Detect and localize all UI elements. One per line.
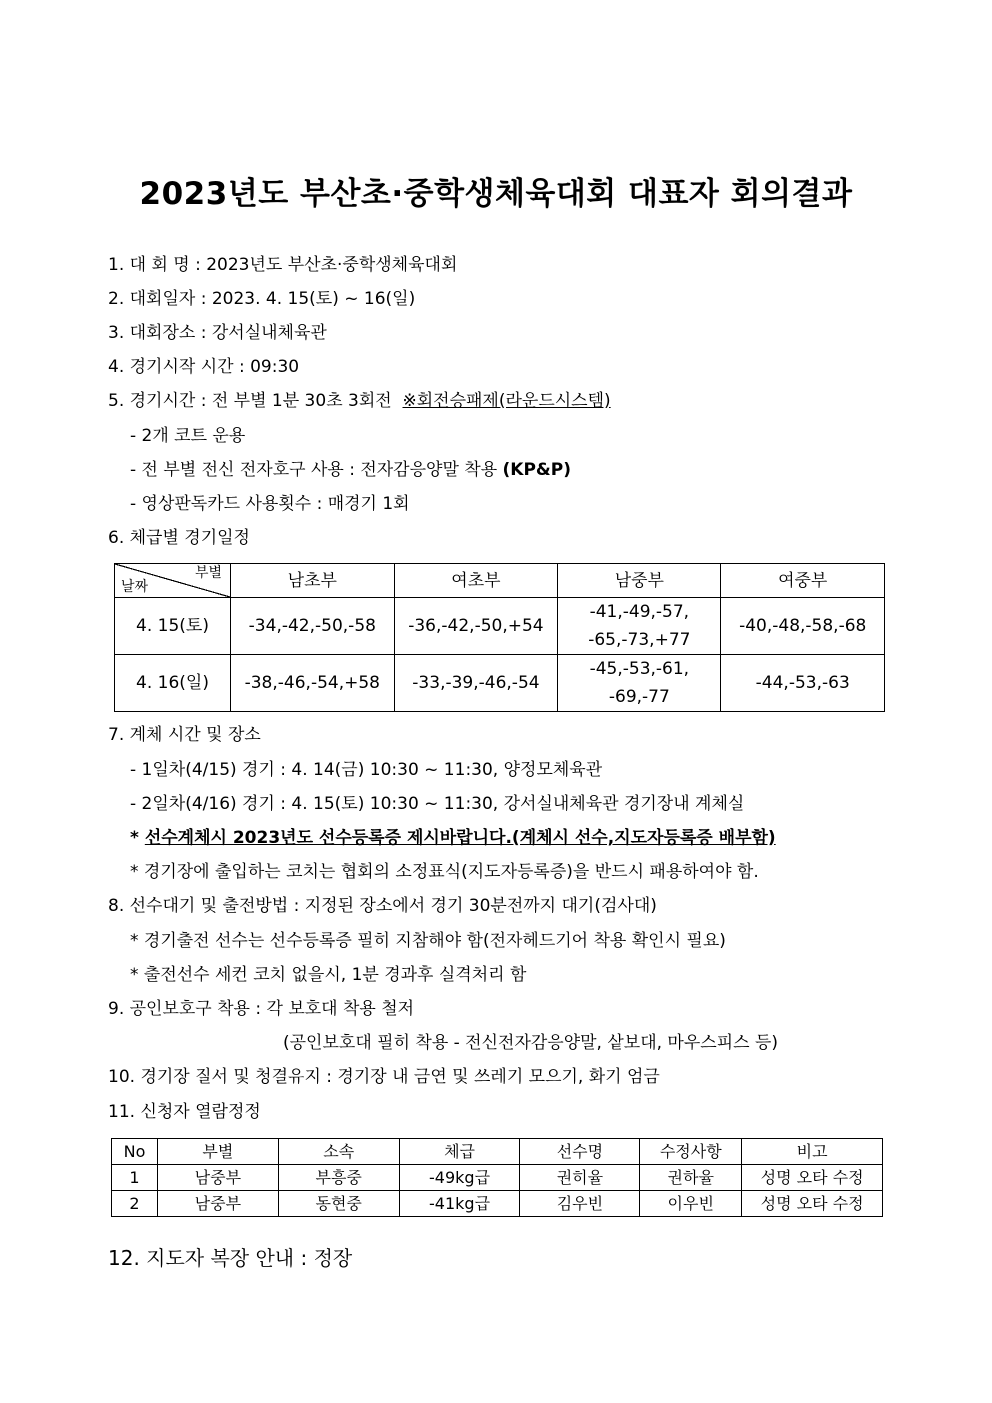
sub-weigh-in-day2: - 2일차(4/16) 경기 : 4. 15(토) 10:30 ~ 11:30, 강서실내체육관 경기장내 계체실 — [130, 794, 745, 814]
table-cell: -34,-42,-50,-58 — [231, 598, 395, 655]
sub-protective-gear-detail: (공인보호대 필히 착용 - 전신전자감응양말, 샅보대, 마우스피스 등) — [283, 1033, 779, 1053]
kpnp-label: (KP&P) — [502, 460, 571, 480]
header-cell: 수정사항 — [640, 1139, 742, 1165]
corner-cell — [115, 564, 231, 598]
item-protective-gear: 9. 공인보호구 착용 : 각 보호대 착용 철저 — [108, 999, 415, 1019]
header-row — [112, 1139, 883, 1165]
registration-card-notice: 선수계체시 2023년도 선수등록증 제시바랍니다.(계체시 선수,지도자등록증 배부함) — [144, 828, 776, 848]
item-venue-order: 10. 경기장 질서 및 청결유지 : 경기장 내 금연 및 쓰레기 모으기, 화기 엄금 — [108, 1067, 660, 1087]
table-cell: 성명 오타 수정 — [742, 1191, 883, 1217]
sub-coach-badge: * 경기장에 출입하는 코치는 협회의 소정표식(지도자등록증)을 반드시 패용하여야 함. — [130, 862, 759, 882]
table-cell: 부흥중 — [278, 1165, 399, 1191]
table-cell: -33,-39,-46,-54 — [394, 655, 558, 712]
table-row — [115, 598, 885, 655]
amendment-table — [111, 1138, 883, 1217]
table-cell: 권하율 — [640, 1165, 742, 1191]
item-applicant-review: 11. 신청자 열람정정 — [108, 1102, 261, 1122]
sub-weigh-in-day1: - 1일차(4/15) 경기 : 4. 14(금) 10:30 ~ 11:30, 양정모체육관 — [130, 760, 603, 780]
sub-court-operation: - 2개 코트 운용 — [130, 426, 246, 446]
item-weigh-in: 7. 계체 시간 및 장소 — [108, 725, 261, 745]
table-cell: 2 — [112, 1191, 158, 1217]
cell-line: -41,-49,-57, — [589, 602, 690, 622]
item-coach-attire: 12. 지도자 복장 안내 : 정장 — [108, 1246, 353, 1270]
header-cell: 체급 — [399, 1139, 520, 1165]
table-cell: 성명 오타 수정 — [742, 1165, 883, 1191]
table-row — [115, 655, 885, 712]
item-event-date: 2. 대회일자 : 2023. 4. 15(토) ~ 16(일) — [108, 289, 416, 309]
date-cell: 4. 15(토) — [115, 598, 231, 655]
header-cell: 남중부 — [558, 564, 721, 598]
header-cell: No — [112, 1139, 158, 1165]
table-cell: 남중부 — [157, 1165, 278, 1191]
cell-line: -65,-73,+77 — [588, 630, 691, 650]
table-cell: 이우빈 — [640, 1191, 742, 1217]
cell-line: -69,-77 — [608, 687, 670, 707]
table-cell: -49kg급 — [399, 1165, 520, 1191]
corner-division-label: 부별 — [194, 565, 222, 581]
item-start-time: 4. 경기시작 시간 : 09:30 — [108, 357, 300, 377]
header-cell: 선수명 — [520, 1139, 640, 1165]
header-cell: 비고 — [742, 1139, 883, 1165]
item-match-time — [108, 389, 611, 413]
table-row — [112, 1165, 883, 1191]
table-cell: 1 — [112, 1165, 158, 1191]
header-cell: 여중부 — [721, 564, 885, 598]
date-cell: 4. 16(일) — [115, 655, 231, 712]
table-cell: -41kg급 — [399, 1191, 520, 1217]
table-cell: -38,-46,-54,+58 — [231, 655, 395, 712]
table-row — [112, 1191, 883, 1217]
round-system-note: ※회전승패제(라운드시스템) — [402, 391, 611, 411]
corner-date-label: 날짜 — [121, 579, 149, 595]
sub-video-card: - 영상판독카드 사용횟수 : 매경기 1회 — [130, 494, 410, 514]
electronic-gear-text: - 전 부별 전신 전자호구 사용 : 전자감응양말 착용 — [130, 460, 503, 480]
sub-second-coach: * 출전선수 세컨 코치 없을시, 1분 경과후 실격처리 함 — [130, 965, 527, 985]
item-weight-schedule: 6. 체급별 경기일정 — [108, 528, 250, 548]
sub-registration-card: * 경기출전 선수는 선수등록증 필히 지참해야 함(전자헤드기어 착용 확인시 필요) — [130, 931, 726, 951]
table-cell: 권히율 — [520, 1165, 640, 1191]
cell-line: -45,-53,-61, — [589, 659, 690, 679]
table-cell: -44,-53,-63 — [721, 655, 885, 712]
header-cell: 부별 — [157, 1139, 278, 1165]
notice-star: * — [130, 828, 145, 848]
table-cell: 동현중 — [278, 1191, 399, 1217]
item-event-venue: 3. 대회장소 : 강서실내체육관 — [108, 323, 327, 343]
sub-electronic-gear — [130, 458, 571, 482]
header-cell: 소속 — [278, 1139, 399, 1165]
table-cell: 남중부 — [157, 1191, 278, 1217]
sub-weigh-in-notice — [130, 826, 776, 850]
table-cell: 김우빈 — [520, 1191, 640, 1217]
table-cell — [558, 655, 721, 712]
table-cell: -36,-42,-50,+54 — [394, 598, 558, 655]
document-title: 2023년도 부산초·중학생체육대회 대표자 회의결과 — [139, 176, 853, 212]
header-cell: 남초부 — [231, 564, 395, 598]
weight-schedule-table — [114, 563, 885, 712]
match-time-text: 5. 경기시간 : 전 부별 1분 30초 3회전 — [108, 391, 403, 411]
table-cell: -40,-48,-58,-68 — [721, 598, 885, 655]
table-cell — [558, 598, 721, 655]
item-event-name: 1. 대 회 명 : 2023년도 부산초·중학생체육대회 — [108, 255, 458, 275]
header-cell: 여초부 — [394, 564, 558, 598]
item-waiting: 8. 선수대기 및 출전방법 : 지정된 장소에서 경기 30분전까지 대기(검사대) — [108, 896, 657, 916]
